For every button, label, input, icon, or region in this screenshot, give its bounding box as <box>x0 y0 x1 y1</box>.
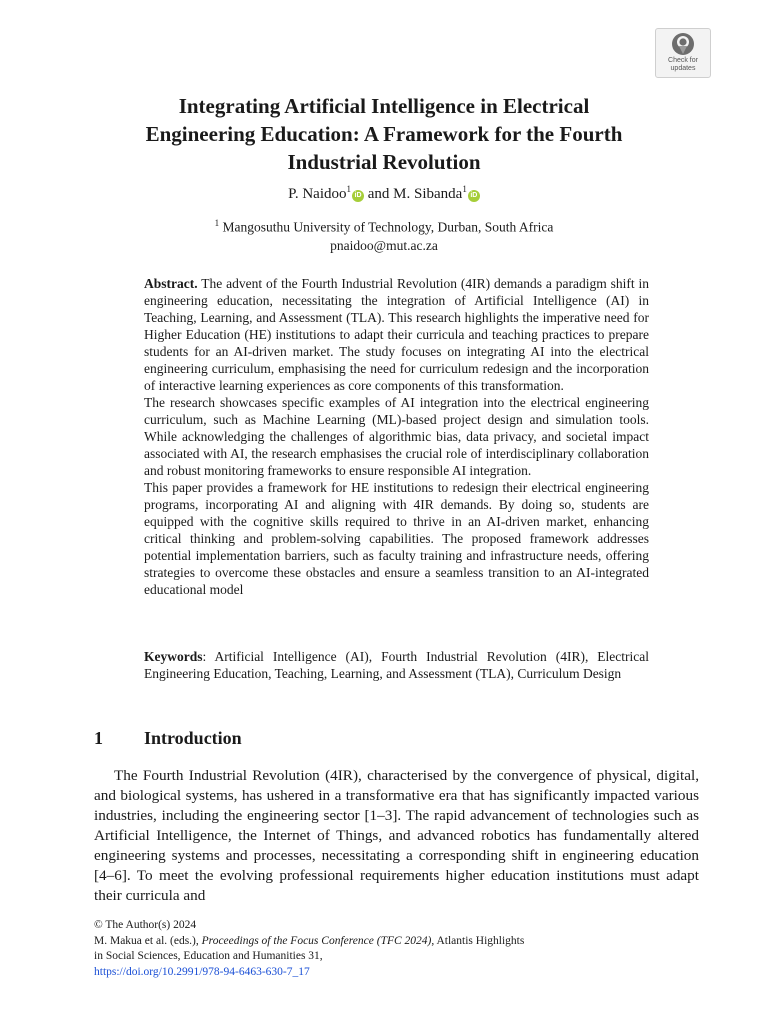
doi-link[interactable]: https://doi.org/10.2991/978-94-6463-630-7_17 <box>94 965 310 978</box>
abstract <box>144 275 649 598</box>
check-for-updates-badge[interactable] <box>655 28 711 78</box>
abstract-paragraph: The research showcases specific examples of AI integration into the electrical engineering curriculum, such as Machine Learning (ML)-based project design and simulation tools. While acknowledging the challenges of algorithmic bias, data privacy, and societal impact associated with AI, the research emphasises the crucial role of interdisciplinary collaboration and robust monitoring frameworks to ensure responsible AI integration. <box>144 395 649 478</box>
affiliation-text: Mangosuthu University of Technology, Durban, South Africa <box>222 219 554 235</box>
author-name: M. Sibanda <box>393 186 463 202</box>
abstract-label: Abstract. <box>144 276 198 291</box>
keywords-text: : Artificial Intelligence (AI), Fourth Industrial Revolution (4IR), Electrical Engineering Education, Teaching, Learning, and Assessment (TLA), Curriculum Design <box>144 649 649 681</box>
title-line-1: Integrating Artificial Intelligence in Electrical <box>178 94 590 118</box>
author-conjunction: and <box>367 186 390 202</box>
copyright: © The Author(s) 2024 <box>94 919 197 931</box>
affiliation <box>80 214 688 255</box>
crossmark-icon <box>671 32 695 56</box>
section-title: Introduction <box>144 728 242 748</box>
section-number: 1 <box>94 728 103 748</box>
abstract-text: The advent of the Fourth Industrial Revolution (4IR) demands a paradigm shift in engineering education, necessitating the integration of Artificial Intelligence (AI) in Teaching, Learning, and Assessment (TLA). This research highlights the imperative need for Higher Education (HE) institutions to adapt their curricula and teaching practices to prepare students for an AI-driven market. The study focuses on integrating AI into the electrical engineering curriculum, emphasising the need for curriculum redesign and the incorporation of interactive learning experiences as core components of this transformation. <box>144 276 649 393</box>
abstract-paragraph: This paper provides a framework for HE institutions to redesign their electrical engineering programs, incorporating AI and aligning with 4IR demands. By doing so, students are equipped with the cognitive skills required to thrive in an AI-driven market, enhancing critical thinking and problem-solving capabilities. The proposed framework addresses potential implementation barriers, such as faculty training and infrastructure needs, offering strategies to overcome these obstacles and ensure a seamless transition to an AI-integrated educational model <box>144 480 649 597</box>
affiliation-mark: 1 <box>214 218 220 228</box>
author-list <box>80 179 688 204</box>
author-name: P. Naidoo <box>288 186 347 202</box>
keywords <box>144 648 649 682</box>
title-line-2: Engineering Education: A Framework for the Fourth <box>145 122 623 146</box>
title-line-3: Industrial Revolution <box>287 150 481 174</box>
citation-line <box>94 934 524 950</box>
orcid-icon[interactable]: iD <box>468 190 480 202</box>
orcid-icon[interactable]: iD <box>352 190 364 202</box>
series-name: , Atlantis Highlights <box>431 934 525 947</box>
footer <box>94 918 524 980</box>
author-affiliation-mark: 1 <box>462 184 467 194</box>
proceedings-title: Proceedings of the Focus Conference (TFC 2024) <box>201 934 432 947</box>
intro-paragraph: The Fourth Industrial Revolution (4IR), characterised by the convergence of physical, digital, and biological systems, has ushered in a transformative era that has significantly impacted various industries, including the engineering sector [1–3]. The rapid advancement of technologies such as Artificial Intelligence, the Internet of Things, and advanced robotics has fundamentally altered engineering systems and processes, necessitating a corresponding shift in engineering education [4–6]. To meet the evolving professional requirements higher education institutions must adapt their curricula and <box>94 767 699 904</box>
paper-title <box>80 92 688 176</box>
abstract-paragraph <box>144 275 649 394</box>
badge-line2: updates <box>670 65 696 72</box>
series-line: in Social Sciences, Education and Humanities 31, <box>94 950 323 962</box>
editors: M. Makua et al. (eds.), <box>94 934 199 947</box>
keywords-label: Keywords <box>144 649 203 664</box>
author-email[interactable]: pnaidoo@mut.ac.za <box>330 237 438 253</box>
author-affiliation-mark: 1 <box>346 184 351 194</box>
section-heading <box>94 728 242 749</box>
badge-line1: Check for <box>668 57 698 64</box>
